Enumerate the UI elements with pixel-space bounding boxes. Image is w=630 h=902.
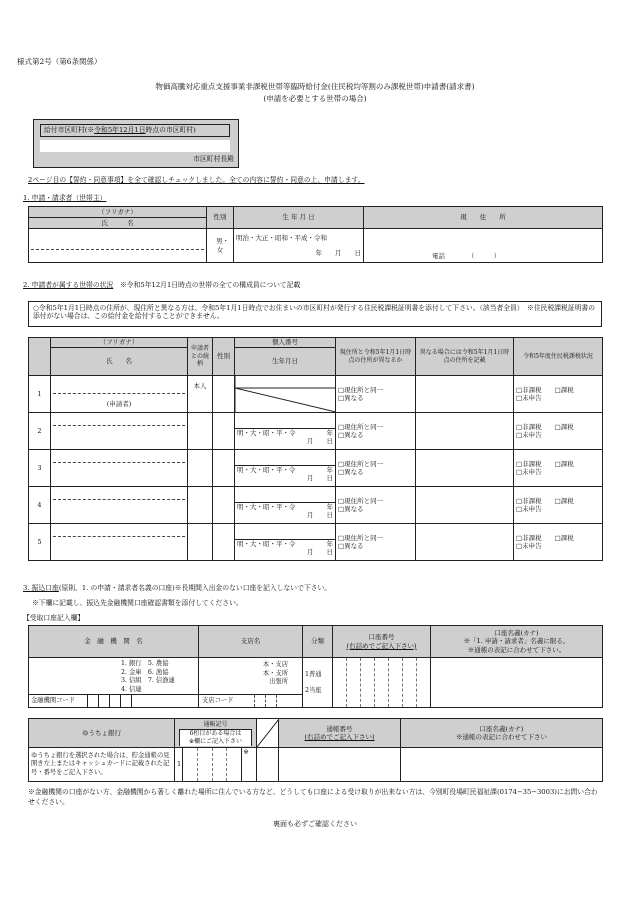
row-number: 1 [29,376,51,413]
section3-title-row: 3. 振込口座(原則、1. の申請・請求者名義の口座)※長期間入出金のない口座を記入しないで下さい。 [23,584,332,592]
applicant-name-field[interactable] [29,229,207,263]
form-title: 物価高騰対応重点支援事業非課税世帯等臨時給付金(住民税均等割のみ課税世帯)申請書(請求書) [155,82,475,91]
applicant-gender-field[interactable]: 男・女 [207,229,234,263]
member-name-header: 氏 名 [51,348,188,376]
no-header [29,338,51,376]
member-number-dob-field[interactable]: 明・大・昭・平・令 年 月 日 [235,524,336,561]
tax-status-field[interactable]: □非課税 □課税 □未申告 [514,487,603,524]
branch-header: 支店名 [199,626,303,658]
name-header: 氏 名 [29,218,207,229]
address-diff-header: 異なる場合には令和5年1月1日時点の住所を記載 [416,338,514,376]
account-number-field[interactable] [333,658,431,708]
address-diff-field[interactable] [416,450,514,487]
municipality-field[interactable]: 給付市区町村(※令和5年12月1日時点の市区町村) [40,124,230,137]
row-number: 4 [29,487,51,524]
address-header: 現 住 所 [364,207,603,229]
tax-status-field[interactable]: □非課税 □課税 □未申告 [514,413,603,450]
row-number: 2 [29,413,51,450]
yucho-header: ゆうちょ銀行 [29,719,175,748]
address-check-field[interactable]: □現住所と同一 □異なる [336,487,416,524]
household-row [29,524,603,561]
member-name-field[interactable]: (申請者) [51,376,188,413]
member-relation-field[interactable] [188,450,213,487]
household-row [29,450,603,487]
yucho-holder-header: 口座名義(カナ) ※通帳の表記に合わせて下さい [401,719,603,748]
pledge-text: 2ページ目の【誓約・同意事項】を全て確認しチェックしました。全ての内容に誓約・同意の上、申請します。 [28,176,365,184]
member-gender-field[interactable] [213,413,235,450]
member-number-dob-field[interactable]: 明・大・昭・平・令 年 月 日 [235,487,336,524]
tax-status-field[interactable]: □非課税 □課税 □未申告 [514,376,603,413]
member-gender-field[interactable] [213,450,235,487]
passbook-number-header: 通帳番号 (右詰めでご記入下さい) [279,719,401,748]
member-name-field[interactable] [51,450,188,487]
tax-status-field[interactable]: □非課税 □課税 □未申告 [514,450,603,487]
member-number-dob-field[interactable] [235,376,336,413]
furigana-header: （フリガナ） [29,207,207,218]
member-dob-header: 生年月日 [235,348,336,376]
relation-header: 申請者との続柄 [188,338,213,376]
member-relation-field[interactable]: 本人 [188,376,213,413]
address-check-header: 現住所と令和5年1月1日時点の住所が異なるか [336,338,416,376]
applicant-address-field[interactable]: 電話 （ ） [364,229,603,263]
address-check-field[interactable]: □現住所と同一 □異なる [336,413,416,450]
form-subtitle: (申請を必要とする世帯の場合) [263,94,367,103]
household-row [29,413,603,450]
row-number: 3 [29,450,51,487]
account-holder-field[interactable] [431,658,603,708]
mayor-label: 市区町村長殿 [193,155,234,163]
branch-code-label: 支店コード [202,697,234,704]
section3-note: ※下欄に記載し、振込先金融機関口座確認書類を添付してください。 [32,599,243,607]
account-type-field[interactable]: 1普通 2当座 [303,658,333,708]
passbook-symbol-field[interactable] [183,748,257,782]
account-holder-header: 口座名義(カナ) ※「1. 申請・請求者」名義に限る。 ※通帳の表記に合わせて下さい。 [431,626,603,658]
passbook-symbol-header: 通帳記号 6桁目がある場合は ※欄にご記入下さい [175,719,257,748]
dob-header: 生 年 月 日 [234,207,364,229]
member-gender-field[interactable] [213,376,235,413]
yucho-table [28,718,603,782]
household-row [29,376,603,413]
passbook-number-spacer [257,748,279,782]
symbol-first-digit: 1 [175,748,183,782]
gender-header: 性別 [207,207,234,229]
account-box-label: 【受取口座記入欄】 [23,614,85,622]
tax-status-field[interactable]: □非課税 □課税 □未申告 [514,524,603,561]
yucho-instructions: ゆうちょ銀行を選択された場合は、貯金通帳の見開き左上またはキャッシュカードに記載された記号・番号をご記入下さい。 [29,748,175,782]
form-id: 様式第2号（第6条関係） [17,57,102,66]
address-check-field[interactable]: □現住所と同一 □異なる [336,376,416,413]
tax-status-header: 令和5年度住民税課税状況 [514,338,603,376]
member-name-field[interactable] [51,524,188,561]
member-gender-header: 性別 [213,338,235,376]
address-diff-field[interactable] [416,487,514,524]
back-page-notice: 裏面も必ずご確認ください [273,820,357,828]
household-table [28,337,603,561]
address-check-field[interactable]: □現住所と同一 □異なる [336,524,416,561]
member-number-dob-field[interactable]: 明・大・昭・平・令 年 月 日 [235,413,336,450]
bank-name-field[interactable]: 1. 銀行 5. 農協 2. 金庫 6. 漁協 3. 信組 7. 信漁連 4. 信連 金融機関コード [29,658,199,708]
passbook-number-field[interactable] [279,748,401,782]
member-relation-field[interactable] [188,487,213,524]
no-account-note: ※金融機関の口座がない方、金融機関から著しく離れた場所に住んでいる方など、どうしても口座による受け取りが出来ない方は、今別町役場町民福祉課(0174−35−3003)にお問い合わせください。 [28,788,598,806]
address-diff-field[interactable] [416,524,514,561]
address-diff-field[interactable] [416,376,514,413]
certificate-notice: ○令和5年1月1日時点の住所が、現住所と異なる方は、令和5年1月1日時点でお住まいの市区町村が発行する住民税課税証明書を添付して下さい。（該当者全員） ※住民税課税証明書の添付がない場合は、この給付金を給付することができません。 [28,301,602,327]
sixth-digit-mark: ※ [243,748,249,756]
section2-title-row: 2. 申請者が属する世帯の状況 ※令和5年12月1日時点の世帯の全ての構成員について記載 [23,281,301,289]
type-header: 分類 [303,626,333,658]
applicant-table [28,206,603,263]
household-row [29,487,603,524]
address-diff-field[interactable] [416,413,514,450]
branch-field[interactable]: 本・支店 本・支所 出張所 支店コード [199,658,303,708]
row-number: 5 [29,524,51,561]
member-furigana-header: （フリガナ） [51,338,188,348]
member-relation-field[interactable] [188,413,213,450]
municipality-input[interactable] [40,140,230,152]
member-gender-field[interactable] [213,524,235,561]
account-number-header: 口座番号 (右詰めでご記入下さい) [333,626,431,658]
bank-table [28,625,603,708]
member-number-dob-field[interactable]: 明・大・昭・平・令 年 月 日 [235,450,336,487]
bank-name-header: 金 融 機 関 名 [29,626,199,658]
yucho-holder-field[interactable] [401,748,603,782]
member-name-field[interactable] [51,487,188,524]
addressee-box [33,119,239,168]
member-relation-field[interactable] [188,524,213,561]
divider-cell [257,719,279,748]
member-gender-field[interactable] [213,487,235,524]
applicant-dob-field[interactable]: 明治・大正・昭和・平成・令和 年 月 日 [234,229,364,263]
bank-code-label: 金融機関コード [31,697,76,704]
individual-number-header: 個人番号 [235,338,336,348]
address-check-field[interactable]: □現住所と同一 □異なる [336,450,416,487]
section1-title: 1. 申請・請求者（世帯主） [23,194,107,202]
member-name-field[interactable] [51,413,188,450]
